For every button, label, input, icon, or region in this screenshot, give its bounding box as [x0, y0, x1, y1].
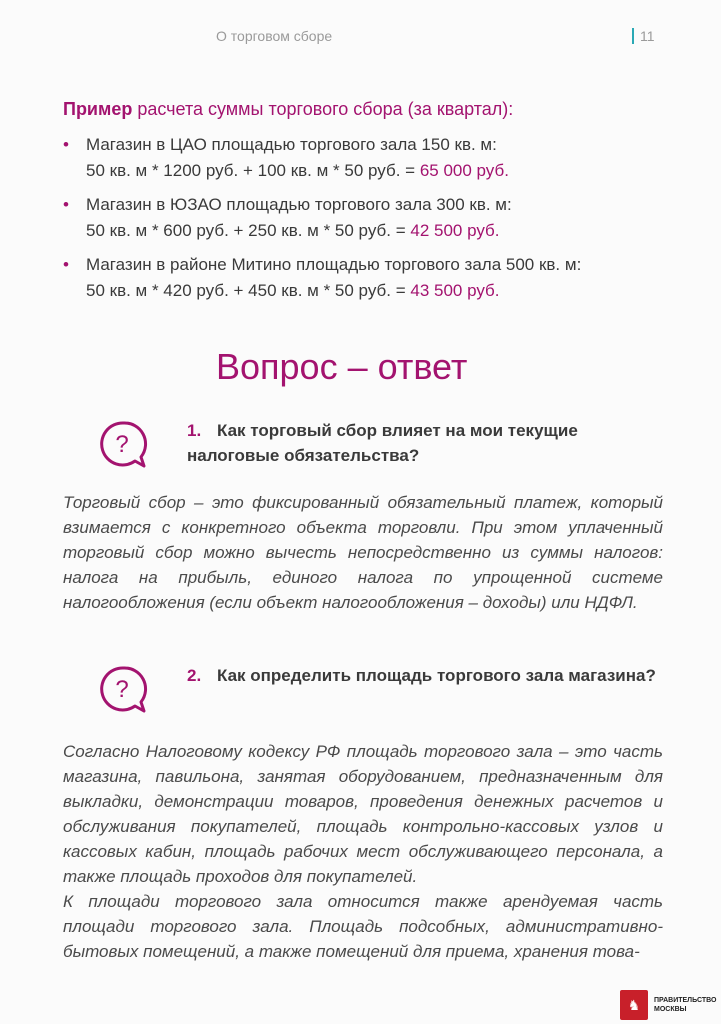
page-number-bar: [632, 28, 634, 44]
example-item-line1: Магазин в ЦАО площадью торгового зала 150 кв. м:: [86, 135, 497, 154]
example-title: [63, 99, 513, 120]
example-title-bold: Пример: [63, 99, 133, 119]
page-number: [632, 28, 655, 44]
example-item-3: [63, 252, 683, 304]
question-number: 2.: [187, 666, 202, 685]
question-number: 1.: [187, 421, 202, 440]
page-number-value: 11: [640, 28, 655, 44]
answer-paragraph: К площади торгового зала относится также арендуемая часть площади торгового зала. Площадь подсобных, административно-бытовых помещений, а также помещений для приема, хранения това-: [63, 892, 663, 961]
header-title: О торговом сборе: [216, 28, 333, 44]
question-1: [187, 418, 663, 468]
example-item-line1: Магазин в районе Митино площадью торгового зала 500 кв. м:: [86, 255, 582, 274]
example-item-2: [63, 192, 683, 244]
question-bubble-icon: [97, 664, 149, 716]
example-item-formula: 50 кв. м * 1200 руб. + 100 кв. м * 50 руб. =: [86, 161, 420, 180]
moscow-emblem-icon: ♞: [620, 990, 648, 1020]
example-item-result: 42 500 руб.: [410, 221, 500, 240]
example-item-formula: 50 кв. м * 600 руб. + 250 кв. м * 50 руб. =: [86, 221, 411, 240]
example-list: [63, 132, 683, 312]
answer-2: [63, 739, 663, 964]
example-item-line1: Магазин в ЮЗАО площадью торгового зала 300 кв. м:: [86, 195, 512, 214]
example-item-formula: 50 кв. м * 420 руб. + 450 кв. м * 50 руб. =: [86, 281, 411, 300]
logo-line-2: МОСКВЫ: [654, 1006, 687, 1013]
example-item-1: [63, 132, 683, 184]
question-2: [187, 663, 663, 688]
svg-text:?: ?: [115, 676, 129, 703]
logo-line-1: ПРАВИТЕЛЬСТВО: [654, 997, 717, 1004]
answer-1: [63, 490, 663, 615]
example-item-result: 65 000 руб.: [419, 161, 509, 180]
svg-text:?: ?: [115, 431, 129, 458]
section-title: Вопрос – ответ: [216, 346, 468, 387]
answer-paragraph: Торговый сбор – это фиксированный обязательный платеж, который взимается с конкретного объекта торговли. При этом уплаченный торговый сбор можно вычесть непосредственно из суммы налогов: налога на прибыль, единого налога по упрощенной системе налогообложения (если объект налогообложения – доходы) или НДФЛ.: [63, 493, 663, 612]
question-text: Как торговый сбор влияет на мои текущие налоговые обязательства?: [187, 421, 578, 465]
question-text: Как определить площадь торгового зала магазина?: [217, 666, 656, 685]
example-item-result: 43 500 руб.: [410, 281, 500, 300]
moscow-government-logo: [620, 990, 716, 1020]
example-title-rest: расчета суммы торгового сбора (за квартал):: [137, 99, 514, 119]
answer-paragraph: Согласно Налоговому кодексу РФ площадь торгового зала – это часть магазина, павильона, занятая оборудованием, предназначенным для выкладки, демонстрации товаров, проведения денежных расчетов и обслуживания покупателей, площадь контрольно-кассовых узлов и кассовых кабин, площадь рабочих мест обслуживающего персонала, а также площадь проходов для покупателей.: [63, 742, 663, 886]
question-bubble-icon: [97, 419, 149, 471]
logo-text: [654, 996, 716, 1014]
